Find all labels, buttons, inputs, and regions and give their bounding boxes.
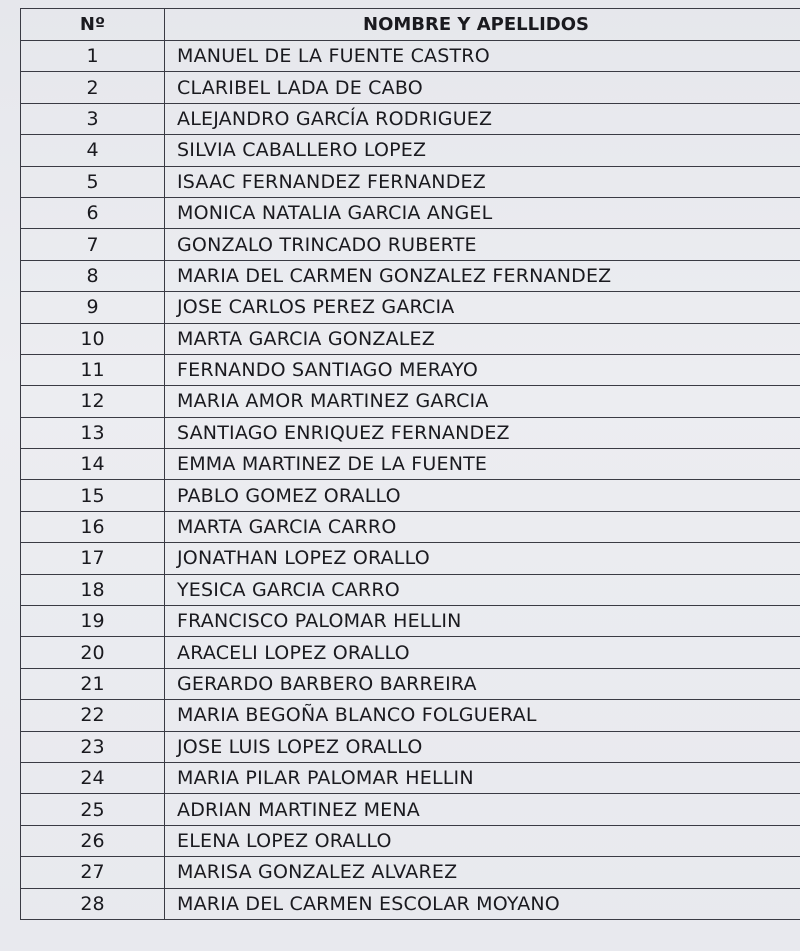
row-number: 2 [21,72,165,103]
row-number: 25 [21,794,165,825]
row-full-name: MARIA DEL CARMEN GONZALEZ FERNANDEZ [165,260,800,291]
row-full-name: SILVIA CABALLERO LOPEZ [165,135,800,166]
table-row [21,857,800,888]
table-row [21,103,800,134]
row-full-name: FERNANDO SANTIAGO MERAYO [165,354,800,385]
table-body [21,41,800,920]
row-full-name: MARIA DEL CARMEN ESCOLAR MOYANO [165,888,800,919]
table-row [21,166,800,197]
table-row [21,574,800,605]
row-full-name: MARTA GARCIA GONZALEZ [165,323,800,354]
table-row [21,417,800,448]
table-header-row [21,9,800,41]
row-number: 17 [21,543,165,574]
number-column-header: Nº [21,9,165,41]
table-row [21,794,800,825]
row-full-name: MARIA PILAR PALOMAR HELLIN [165,762,800,793]
table-row [21,135,800,166]
row-number: 1 [21,41,165,72]
row-number: 24 [21,762,165,793]
names-table [20,8,800,920]
row-full-name: YESICA GARCIA CARRO [165,574,800,605]
table-row [21,668,800,699]
table-row [21,449,800,480]
row-full-name: MARTA GARCIA CARRO [165,511,800,542]
row-full-name: EMMA MARTINEZ DE LA FUENTE [165,449,800,480]
row-full-name: JONATHAN LOPEZ ORALLO [165,543,800,574]
name-column-header: NOMBRE Y APELLIDOS [165,9,800,41]
table-row [21,700,800,731]
row-full-name: MANUEL DE LA FUENTE CASTRO [165,41,800,72]
row-number: 16 [21,511,165,542]
table-row [21,637,800,668]
row-full-name: FRANCISCO PALOMAR HELLIN [165,606,800,637]
table-row [21,229,800,260]
table-row [21,825,800,856]
table-row [21,354,800,385]
row-number: 3 [21,103,165,134]
table-row [21,197,800,228]
row-number: 7 [21,229,165,260]
row-number: 11 [21,354,165,385]
row-full-name: MONICA NATALIA GARCIA ANGEL [165,197,800,228]
table-row [21,888,800,919]
table-row [21,762,800,793]
row-full-name: MARIA BEGOÑA BLANCO FOLGUERAL [165,700,800,731]
row-number: 14 [21,449,165,480]
row-number: 12 [21,386,165,417]
table-row [21,386,800,417]
row-number: 19 [21,606,165,637]
row-full-name: ISAAC FERNANDEZ FERNANDEZ [165,166,800,197]
row-number: 21 [21,668,165,699]
row-full-name: GERARDO BARBERO BARREIRA [165,668,800,699]
row-number: 6 [21,197,165,228]
row-number: 8 [21,260,165,291]
row-number: 26 [21,825,165,856]
row-number: 4 [21,135,165,166]
row-number: 28 [21,888,165,919]
row-number: 5 [21,166,165,197]
table-row [21,543,800,574]
row-full-name: ADRIAN MARTINEZ MENA [165,794,800,825]
row-number: 23 [21,731,165,762]
row-number: 22 [21,700,165,731]
table-row [21,606,800,637]
row-number: 10 [21,323,165,354]
row-full-name: JOSE CARLOS PEREZ GARCIA [165,292,800,323]
table-row [21,72,800,103]
table-row [21,260,800,291]
row-full-name: JOSE LUIS LOPEZ ORALLO [165,731,800,762]
row-number: 18 [21,574,165,605]
row-full-name: ELENA LOPEZ ORALLO [165,825,800,856]
row-full-name: CLARIBEL LADA DE CABO [165,72,800,103]
table-row [21,323,800,354]
row-number: 27 [21,857,165,888]
row-full-name: SANTIAGO ENRIQUEZ FERNANDEZ [165,417,800,448]
table-row [21,480,800,511]
row-full-name: ARACELI LOPEZ ORALLO [165,637,800,668]
row-number: 20 [21,637,165,668]
row-number: 15 [21,480,165,511]
table-row [21,292,800,323]
row-full-name: GONZALO TRINCADO RUBERTE [165,229,800,260]
row-full-name: PABLO GOMEZ ORALLO [165,480,800,511]
table-row [21,511,800,542]
row-full-name: ALEJANDRO GARCÍA RODRIGUEZ [165,103,800,134]
table-row [21,41,800,72]
table-row [21,731,800,762]
row-full-name: MARISA GONZALEZ ALVAREZ [165,857,800,888]
row-number: 13 [21,417,165,448]
row-full-name: MARIA AMOR MARTINEZ GARCIA [165,386,800,417]
row-number: 9 [21,292,165,323]
